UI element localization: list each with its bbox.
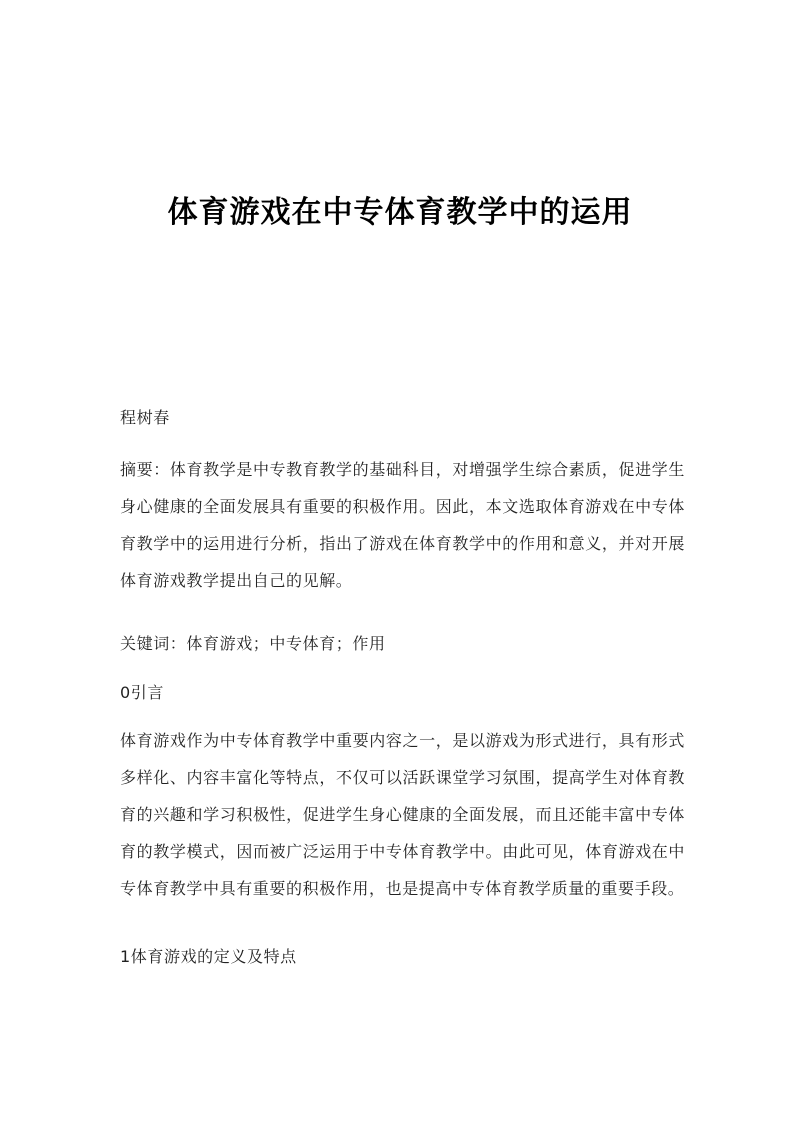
introduction-paragraph: 体育游戏作为中专体育教学中重要内容之一，是以游戏为形式进行，具有形式多样化、内容丰富化等特点，不仅可以活跃课堂学习氛围，提高学生对体育教育的兴趣和学习积极性，促进学生身心健康的全面发展，而且还能丰富中专体育的教学模式，因而被广泛运用于中专体育教学中。由此可见，体育游戏在中专体育教学中具有重要的积极作用，也是提高中专体育教学质量的重要手段。 (120, 731, 685, 898)
author-name: 程树春 (120, 408, 170, 427)
paper-title: 体育游戏在中专体育教学中的运用 (167, 195, 633, 230)
keywords-line: 关键词：体育游戏；中专体育；作用 (120, 634, 386, 653)
abstract-paragraph: 摘要：体育教学是中专教育教学的基础科目，对增强学生综合素质，促进学生身心健康的全面发展具有重要的积极作用。因此，本文选取体育游戏在中专体育教学中的运用进行分析，指出了游戏在体育教学中的作用和意义，并对开展体育游戏教学提出自己的见解。 (120, 460, 685, 590)
section-heading-definition: 1体育游戏的定义及特点 (120, 947, 297, 966)
section-heading-introduction: 0引言 (120, 683, 164, 702)
